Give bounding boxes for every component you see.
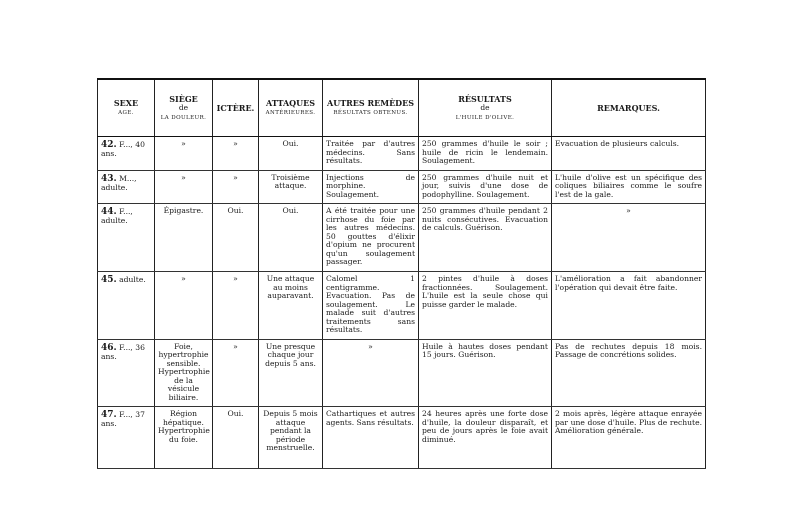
cell-remedes: »: [323, 339, 419, 407]
cell-sexe: 44. F..., adulte.: [98, 204, 155, 272]
table-row: [98, 137, 706, 171]
table-row: [98, 272, 706, 340]
cell-siege: »: [155, 272, 213, 340]
cell-sexe: 42. F..., 40 ans.: [98, 137, 155, 171]
cell-siege: Foie, hypertrophie sensible. Hypertrophie de la vésicule biliaire.: [155, 339, 213, 407]
cell-attaques: Depuis 5 mois attaque pendant la période menstruelle.: [259, 407, 323, 469]
cell-ictere: Oui.: [213, 407, 259, 469]
header-row: [98, 79, 706, 137]
cell-resultats: 250 grammes d'huile nuit et jour, suivis d'une dose de podophylline. Soulagement.: [419, 170, 552, 204]
cell-attaques: Une attaque au moins auparavant.: [259, 272, 323, 340]
cell-sexe: 43. M..., adulte.: [98, 170, 155, 204]
header-ictere: ICTÈRE.: [213, 79, 259, 137]
cell-resultats: Huile à hautes doses pendant 15 jours. Guérison.: [419, 339, 552, 407]
cell-siege: »: [155, 170, 213, 204]
table-row: [98, 170, 706, 204]
cell-sexe: 47. F..., 37 ans.: [98, 407, 155, 469]
cell-sexe: 45. adulte.: [98, 272, 155, 340]
cell-remarques: L'huile d'olive est un spécifique des coliques biliaires comme le soufre l'est de la gale.: [552, 170, 706, 204]
header-sexe: SEXE AGE.: [98, 79, 155, 137]
cell-ictere: »: [213, 339, 259, 407]
cell-remarques: Pas de rechutes depuis 18 mois. Passage de concrétions solides.: [552, 339, 706, 407]
page: [97, 78, 705, 469]
cell-attaques: Troisième attaque.: [259, 170, 323, 204]
header-remedes: AUTRES REMÈDES RÉSULTATS OBTENUS.: [323, 79, 419, 137]
table-row: [98, 407, 706, 469]
cell-remarques: L'amélioration a fait abandonner l'opération qui devait être faite.: [552, 272, 706, 340]
cell-attaques: Oui.: [259, 137, 323, 171]
header-resultats: RÉSULTATS de L'HUILE D'OLIVE.: [419, 79, 552, 137]
cell-remarques: 2 mois après, légère attaque enrayée par une dose d'huile. Plus de rechute. Amélioration générale.: [552, 407, 706, 469]
header-siege: SIÈGE de LA DOULEUR.: [155, 79, 213, 137]
cell-resultats: 2 pintes d'huile à doses fractionnées. Soulagement. L'huile est la seule chose qui puisse garder le malade.: [419, 272, 552, 340]
table-row: [98, 204, 706, 272]
cell-remedes: Calomel 1 centigramme. Evacuation. Pas de soulagement. Le malade suit d'autres traitements sans résultats.: [323, 272, 419, 340]
cell-attaques: Une presque chaque jour depuis 5 ans.: [259, 339, 323, 407]
cell-ictere: Oui.: [213, 204, 259, 272]
cell-attaques: Oui.: [259, 204, 323, 272]
cell-ictere: »: [213, 170, 259, 204]
cell-sexe: 46. F..., 36 ans.: [98, 339, 155, 407]
cell-siege: »: [155, 137, 213, 171]
cell-remedes: Cathartiques et autres agents. Sans résultats.: [323, 407, 419, 469]
cell-resultats: 250 grammes d'huile le soir ; huile de ricin le lendemain. Soulagement.: [419, 137, 552, 171]
table-row: [98, 339, 706, 407]
cell-siege: Région hépatique. Hypertrophie du foie.: [155, 407, 213, 469]
cell-resultats: 24 heures après une forte dose d'huile, la douleur disparaît, et peu de jours après le foie avait diminué.: [419, 407, 552, 469]
cell-remarques: Evacuation de plusieurs calculs.: [552, 137, 706, 171]
cell-resultats: 250 grammes d'huile pendant 2 nuits consécutives. Evacuation de calculs. Guérison.: [419, 204, 552, 272]
header-remarques: REMARQUES.: [552, 79, 706, 137]
cell-siege: Épigastre.: [155, 204, 213, 272]
cell-ictere: »: [213, 137, 259, 171]
cell-ictere: »: [213, 272, 259, 340]
cell-remedes: A été traitée pour une cirrhose du foie par les autres médecins. 50 gouttes d'élixir d'opium ne procurent qu'un soulagement passager.: [323, 204, 419, 272]
cell-remedes: Traitée par d'autres médecins. Sans résultats.: [323, 137, 419, 171]
header-attaques: ATTAQUES ANTÉRIEURES.: [259, 79, 323, 137]
cell-remedes: Injections de morphine. Soulagement.: [323, 170, 419, 204]
cell-remarques: »: [552, 204, 706, 272]
cases-table: [97, 78, 706, 469]
